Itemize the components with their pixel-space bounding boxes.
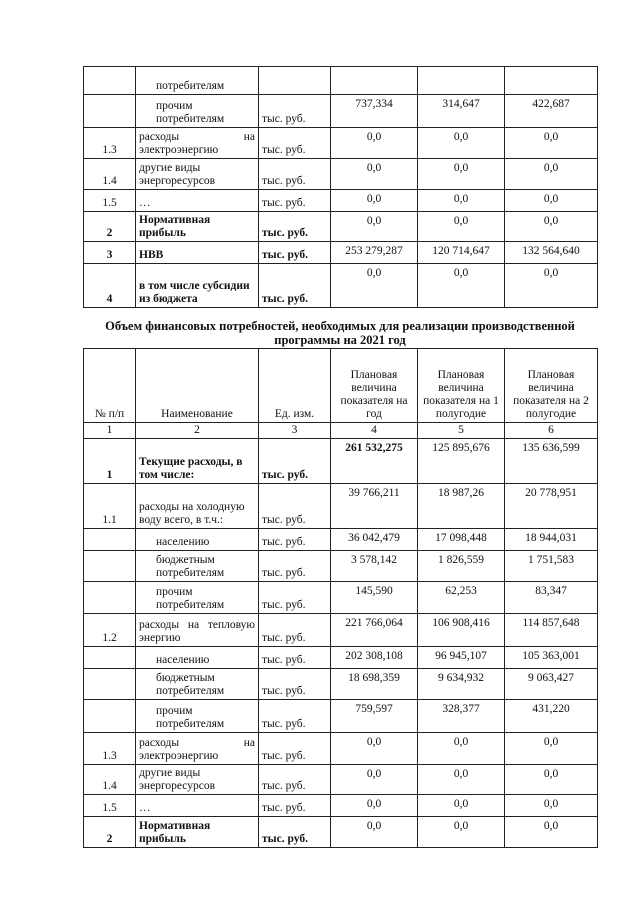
row-value-h1: 0,0 (418, 817, 505, 848)
row-value-year: 759,597 (331, 700, 418, 733)
row-value-year: 0,0 (331, 765, 418, 795)
row-unit: тыс. руб. (259, 439, 331, 484)
table-row (84, 582, 598, 614)
row-name: прочим потребителям (136, 700, 259, 733)
row-number: 1.3 (84, 128, 136, 159)
row-value-year: 3 578,142 (331, 551, 418, 582)
row-value-h2: 0,0 (505, 765, 598, 795)
row-name: населению (136, 647, 259, 669)
row-number: 2 (84, 212, 136, 242)
row-value-h2: 0,0 (505, 159, 598, 190)
row-name: расходы на холодную воду всего, в т.ч.: (136, 484, 259, 529)
row-name: другие виды энергоресурсов (136, 765, 259, 795)
row-unit: тыс. руб. (259, 614, 331, 647)
table-index-row (84, 423, 598, 439)
row-number: 1.1 (84, 484, 136, 529)
row-name: другие виды энергоресурсов (136, 159, 259, 190)
row-value-h2: 431,220 (505, 700, 598, 733)
row-unit: тыс. руб. (259, 484, 331, 529)
row-unit: тыс. руб. (259, 529, 331, 551)
table-row (84, 529, 598, 551)
row-value-h1: 0,0 (418, 765, 505, 795)
row-unit: тыс. руб. (259, 733, 331, 765)
row-unit: тыс. руб. (259, 669, 331, 700)
row-value-year: 221 766,064 (331, 614, 418, 647)
row-number: 3 (84, 242, 136, 264)
row-value-h1: 125 895,676 (418, 439, 505, 484)
header-name: Наименование (136, 349, 259, 423)
table-row (84, 95, 598, 128)
row-value-h2: 0,0 (505, 212, 598, 242)
table-row (84, 551, 598, 582)
index-cell: 6 (505, 423, 598, 439)
table-row (84, 795, 598, 817)
table-row (84, 765, 598, 795)
row-unit: тыс. руб. (259, 765, 331, 795)
index-cell: 2 (136, 423, 259, 439)
row-number: 4 (84, 264, 136, 308)
row-number: 1.4 (84, 765, 136, 795)
row-name: Нормативная прибыль (136, 212, 259, 242)
row-value-year: 145,590 (331, 582, 418, 614)
row-value-h1: 96 945,107 (418, 647, 505, 669)
header-half1: Плановая величина показателя на 1 полугодие (418, 349, 505, 423)
row-value-year: 261 532,275 (331, 439, 418, 484)
row-unit: тыс. руб. (259, 242, 331, 264)
row-value-h1 (418, 67, 505, 95)
row-number: 1.3 (84, 733, 136, 765)
header-year: Плановая величина показателя на год (331, 349, 418, 423)
row-value-h1: 314,647 (418, 95, 505, 128)
row-value-h1: 120 714,647 (418, 242, 505, 264)
table-row (84, 242, 598, 264)
row-name: потребителям (136, 67, 259, 95)
row-name: … (136, 190, 259, 212)
table-row (84, 439, 598, 484)
row-value-year: 737,334 (331, 95, 418, 128)
row-value-h2: 1 751,583 (505, 551, 598, 582)
row-value-h2: 132 564,640 (505, 242, 598, 264)
row-number (84, 700, 136, 733)
row-value-year: 0,0 (331, 212, 418, 242)
row-unit: тыс. руб. (259, 212, 331, 242)
table-row (84, 159, 598, 190)
row-unit: тыс. руб. (259, 551, 331, 582)
row-value-h2: 20 778,951 (505, 484, 598, 529)
row-name: НВВ (136, 242, 259, 264)
row-value-year: 0,0 (331, 817, 418, 848)
row-name: … (136, 795, 259, 817)
row-number: 1 (84, 439, 136, 484)
row-value-year: 0,0 (331, 264, 418, 308)
row-value-h1: 0,0 (418, 190, 505, 212)
row-value-year: 0,0 (331, 795, 418, 817)
table-row (84, 484, 598, 529)
row-value-year: 36 042,479 (331, 529, 418, 551)
row-unit: тыс. руб. (259, 159, 331, 190)
row-name: расходы на тепловую энергию (136, 614, 259, 647)
table-previous-section (83, 66, 598, 308)
table-row (84, 128, 598, 159)
row-number: 2 (84, 817, 136, 848)
row-value-h2: 83,347 (505, 582, 598, 614)
row-value-h2: 18 944,031 (505, 529, 598, 551)
row-unit: тыс. руб. (259, 190, 331, 212)
row-value-year: 253 279,287 (331, 242, 418, 264)
row-unit: тыс. руб. (259, 647, 331, 669)
row-number (84, 669, 136, 700)
row-value-h1: 0,0 (418, 733, 505, 765)
index-cell: 3 (259, 423, 331, 439)
row-number: 1.4 (84, 159, 136, 190)
row-number: 1.5 (84, 795, 136, 817)
row-value-h2: 0,0 (505, 795, 598, 817)
table-row (84, 614, 598, 647)
header-number: № п/п (84, 349, 136, 423)
row-value-h2: 0,0 (505, 264, 598, 308)
row-unit: тыс. руб. (259, 128, 331, 159)
table-row (84, 264, 598, 308)
table-row (84, 647, 598, 669)
row-value-h1: 0,0 (418, 212, 505, 242)
table-financial-needs (83, 348, 598, 848)
row-value-h1: 9 634,932 (418, 669, 505, 700)
row-value-h2: 0,0 (505, 190, 598, 212)
row-value-h1: 62,253 (418, 582, 505, 614)
row-value-year (331, 67, 418, 95)
row-value-h1: 0,0 (418, 264, 505, 308)
row-unit: тыс. руб. (259, 95, 331, 128)
row-number (84, 647, 136, 669)
row-unit: тыс. руб. (259, 817, 331, 848)
table-row (84, 212, 598, 242)
row-value-h2 (505, 67, 598, 95)
row-value-h2: 105 363,001 (505, 647, 598, 669)
row-name: прочим потребителям (136, 95, 259, 128)
row-unit: тыс. руб. (259, 795, 331, 817)
row-number (84, 529, 136, 551)
row-value-h2: 135 636,599 (505, 439, 598, 484)
table-header-row (84, 349, 598, 423)
header-half2: Плановая величина показателя на 2 полугодие (505, 349, 598, 423)
table-row (84, 700, 598, 733)
row-value-h2: 422,687 (505, 95, 598, 128)
row-name: в том числе субсидии из бюджета (136, 264, 259, 308)
row-name: населению (136, 529, 259, 551)
row-number: 1.5 (84, 190, 136, 212)
row-unit: тыс. руб. (259, 582, 331, 614)
row-value-h1: 0,0 (418, 128, 505, 159)
table-row (84, 817, 598, 848)
row-name: Текущие расходы, в том числе: (136, 439, 259, 484)
row-number (84, 582, 136, 614)
row-value-year: 39 766,211 (331, 484, 418, 529)
table-row (84, 669, 598, 700)
row-number: 1.2 (84, 614, 136, 647)
row-number (84, 551, 136, 582)
row-value-h2: 0,0 (505, 128, 598, 159)
row-value-h2: 0,0 (505, 733, 598, 765)
row-value-year: 18 698,359 (331, 669, 418, 700)
row-value-h1: 17 098,448 (418, 529, 505, 551)
row-name: бюджетным потребителям (136, 669, 259, 700)
row-name: прочим потребителям (136, 582, 259, 614)
row-value-h2: 9 063,427 (505, 669, 598, 700)
index-cell: 1 (84, 423, 136, 439)
row-value-year: 0,0 (331, 159, 418, 190)
index-cell: 4 (331, 423, 418, 439)
table-row (84, 190, 598, 212)
row-unit (259, 67, 331, 95)
row-value-year: 0,0 (331, 190, 418, 212)
row-name: Нормативная прибыль (136, 817, 259, 848)
row-name: расходы на электроэнергию (136, 128, 259, 159)
row-number (84, 95, 136, 128)
row-unit: тыс. руб. (259, 700, 331, 733)
row-value-h2: 0,0 (505, 817, 598, 848)
row-value-h1: 1 826,559 (418, 551, 505, 582)
section-title: Объем финансовых потребностей, необходимых для реализации производственной программы на 2021 год (105, 319, 575, 347)
row-number (84, 67, 136, 95)
row-value-h1: 106 908,416 (418, 614, 505, 647)
table-row (84, 67, 598, 95)
row-value-h1: 328,377 (418, 700, 505, 733)
row-name: бюджетным потребителям (136, 551, 259, 582)
row-value-h1: 18 987,26 (418, 484, 505, 529)
header-unit: Ед. изм. (259, 349, 331, 423)
row-value-year: 0,0 (331, 733, 418, 765)
row-value-h1: 0,0 (418, 795, 505, 817)
row-value-year: 202 308,108 (331, 647, 418, 669)
row-name: расходы на электроэнергию (136, 733, 259, 765)
table-row (84, 733, 598, 765)
row-value-h2: 114 857,648 (505, 614, 598, 647)
row-value-h1: 0,0 (418, 159, 505, 190)
row-value-year: 0,0 (331, 128, 418, 159)
row-unit: тыс. руб. (259, 264, 331, 308)
index-cell: 5 (418, 423, 505, 439)
